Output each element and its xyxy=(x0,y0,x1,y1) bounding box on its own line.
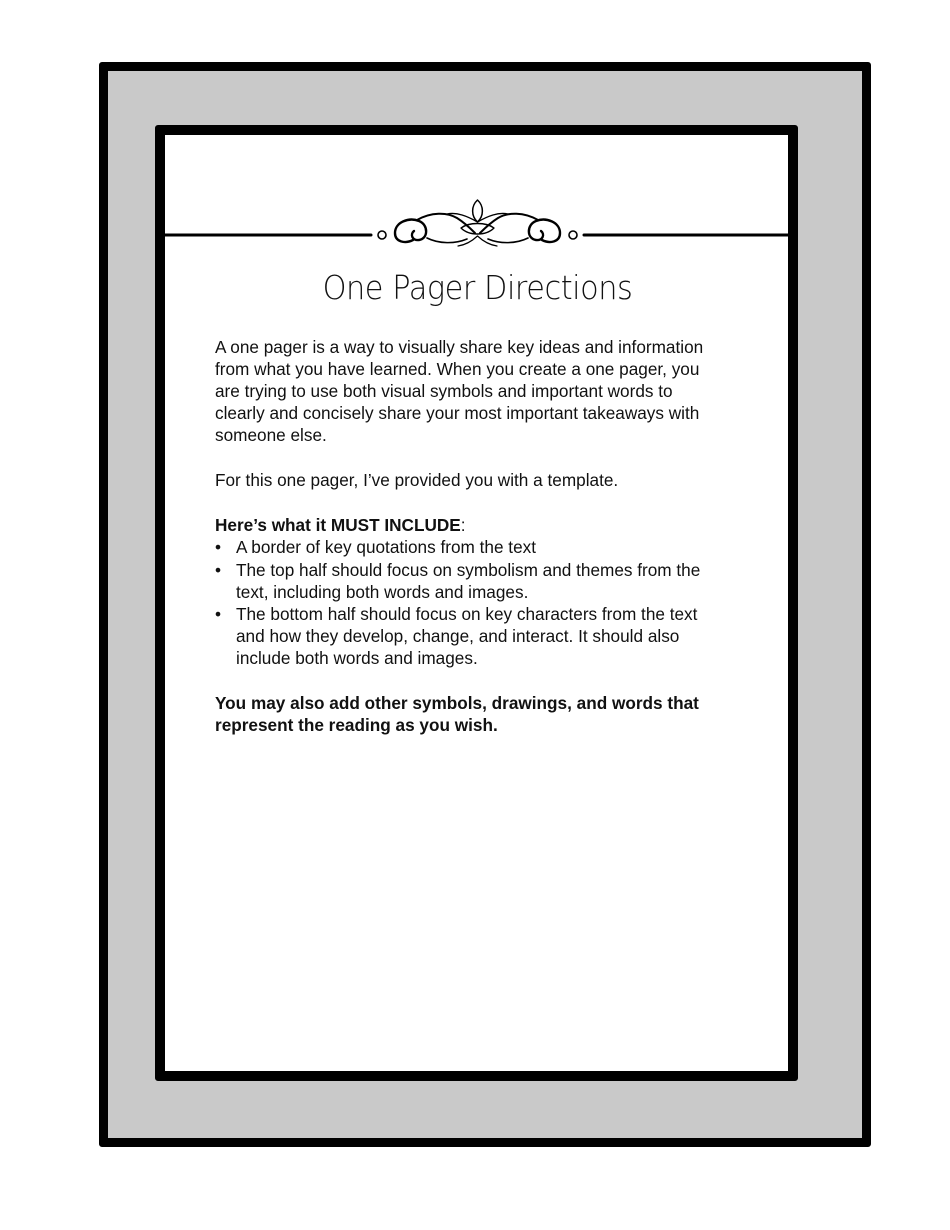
must-include-heading xyxy=(215,514,725,536)
directions-body xyxy=(215,336,725,736)
flourish-divider-icon xyxy=(165,192,790,258)
list-item-text: The top half should focus on symbolism and themes from the text, including both words and images. xyxy=(236,559,701,602)
list-item-text: A border of key quotations from the text xyxy=(236,537,536,557)
heading-colon: : xyxy=(460,515,466,535)
list-item-text: The bottom half should focus on key characters from the text and how they develop, change, and interact. It should also include both words and images. xyxy=(236,604,698,669)
list-item xyxy=(215,603,725,669)
requirements-list xyxy=(215,536,725,669)
must-include-heading-text: Here’s what it MUST INCLUDE xyxy=(215,515,461,535)
page-title: One Pager Directions xyxy=(322,268,633,307)
list-item xyxy=(215,559,725,603)
bullet-icon: • xyxy=(215,537,222,557)
closing-note: You may also add other symbols, drawings, and words that represent the reading as you wish. xyxy=(215,693,699,736)
template-note: For this one pager, I’ve provided you with a template. xyxy=(215,470,619,490)
bullet-icon: • xyxy=(215,604,222,625)
list-item xyxy=(215,536,725,558)
bullet-icon: • xyxy=(215,559,222,580)
intro-paragraph: A one pager is a way to visually share key ideas and information from what you have learned. When you create a one pager, you are trying to use both visual symbols and important words to clearly and concisely share your most important takeaways with someone else. xyxy=(215,337,704,445)
